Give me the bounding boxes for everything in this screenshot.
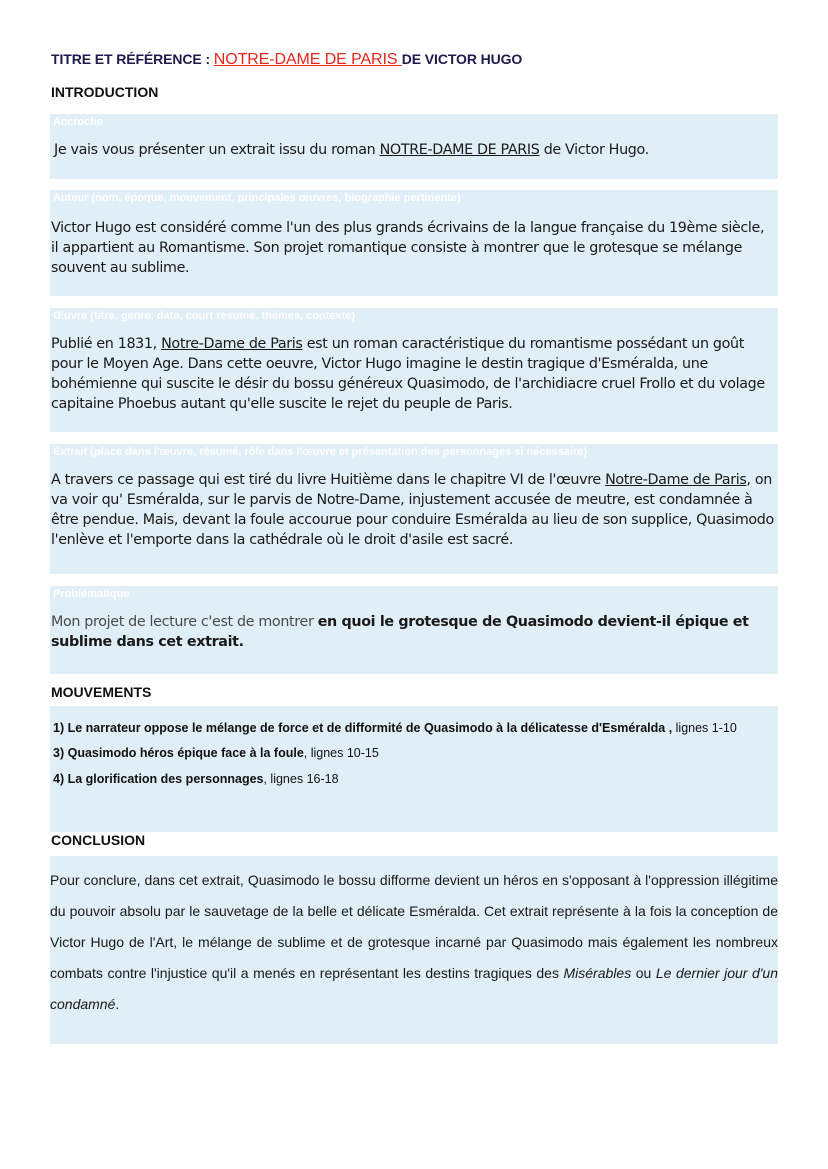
document-title [51,51,522,69]
auteur-label: Auteur (nom, époque, mouvement, principales œuvres, biographie pertinente) [53,192,461,204]
introduction-heading: INTRODUCTION [51,84,159,100]
mouvements-heading: MOUVEMENTS [51,684,152,700]
conclusion-heading: CONCLUSION [51,832,146,848]
conclusion-ref-condamne: Le dernier jour d'un condamné [50,965,778,1012]
accroche-title-ref: NOTRE-DAME DE PARIS [379,142,540,158]
oeuvre-text: Publié en 1831, Notre-Dame de Paris est un roman caractéristique du romantisme possédant un goût pour le Moyen Age. Dans cette oeuvre, Victor Hugo imagine le destin tragique d'Esméralda, une bohémienne qui suscite le désir du bossu généreux Quasimodo, de l'archidiacre cruel Frollo et du volage capitaine Phoebus autant qu'elle suscite le rejet du peuple de Paris. [51,336,765,412]
accroche-text: Je vais vous présenter un extrait issu du roman NOTRE-DAME DE PARIS de Victor Hugo. [54,142,649,158]
conclusion-ref-miserables: Misérables [563,965,632,981]
title-work: NOTRE-DAME DE PARIS [213,51,402,68]
extrait-text: A travers ce passage qui est tiré du livre Huitième dans le chapitre VI de l'œuvre Notre-Dame de Paris, on va voir qu' Esméralda, sur le parvis de Notre-Dame, injustement accusée de meutre, est condamnée à être pendue. Mais, devant la foule accourue pour conduire Esméralda au lieu de son supplice, Quasimodo l'enlève et l'emporte dans la cathédrale où le droit d'asile est sacré. [51,472,774,548]
problematique-box [50,586,778,674]
mouvement-item: 4) La glorification des personnages, lignes 16-18 [53,772,339,786]
oeuvre-label: Œuvre (titre, genre, date, court résumé, thèmes, contexte) [53,310,355,322]
extrait-label: Extrait (place dans l'œuvre, résumé, rôle dans l'œuvre et présentation des personnages si nécessaire) [53,446,588,458]
auteur-text: Victor Hugo est considéré comme l'un des plus grands écrivains de la langue française du 19ème siècle, il appartient au Romantisme. Son projet romantique consiste à montrer que le grotesque se mélange souvent au sublime. [51,220,765,276]
title-author: DE VICTOR HUGO [401,51,523,67]
conclusion-box [50,856,778,1044]
oeuvre-box [50,308,778,432]
conclusion-text: Pour conclure, dans cet extrait, Quasimodo le bossu difforme devient un héros en s'opposant à l'oppression illégitime du pouvoir absolu par le sauvetage de la belle et délicate Esméralda. Cet extrait représente à la fois la conception de Victor Hugo de l'Art, le mélange de sublime et de grotesque incarné par Quasimodo mais également les nombreux combats contre l'injustice qu'il a menés en représentant les destins tragiques des Misérables ou Le dernier jour d'un condamné. [50,872,778,1012]
mouvement-item: 1) Le narrateur oppose le mélange de force et de difformité de Quasimodo à la délicatesse d'Esméralda , lignes 1-10 [53,721,737,735]
problematique-question: en quoi le grotesque de Quasimodo devient-il épique et sublime dans cet extrait. [51,614,749,650]
oeuvre-title-ref: Notre-Dame de Paris [161,336,303,352]
accroche-label: Accroche [53,116,104,128]
problematique-label: Problématique [53,588,130,600]
mouvement-item: 3) Quasimodo héros épique face à la foule, lignes 10-15 [53,746,379,760]
accroche-box [50,114,778,179]
extrait-box [50,444,778,574]
mouvements-box [50,706,778,832]
auteur-box [50,190,778,296]
problematique-text: Mon projet de lecture c'est de montrer en quoi le grotesque de Quasimodo devient-il épique et sublime dans cet extrait. [51,614,749,650]
title-prefix: TITRE ET RÉFÉRENCE : [51,51,214,67]
extrait-title-ref: Notre-Dame de Paris [605,472,747,488]
